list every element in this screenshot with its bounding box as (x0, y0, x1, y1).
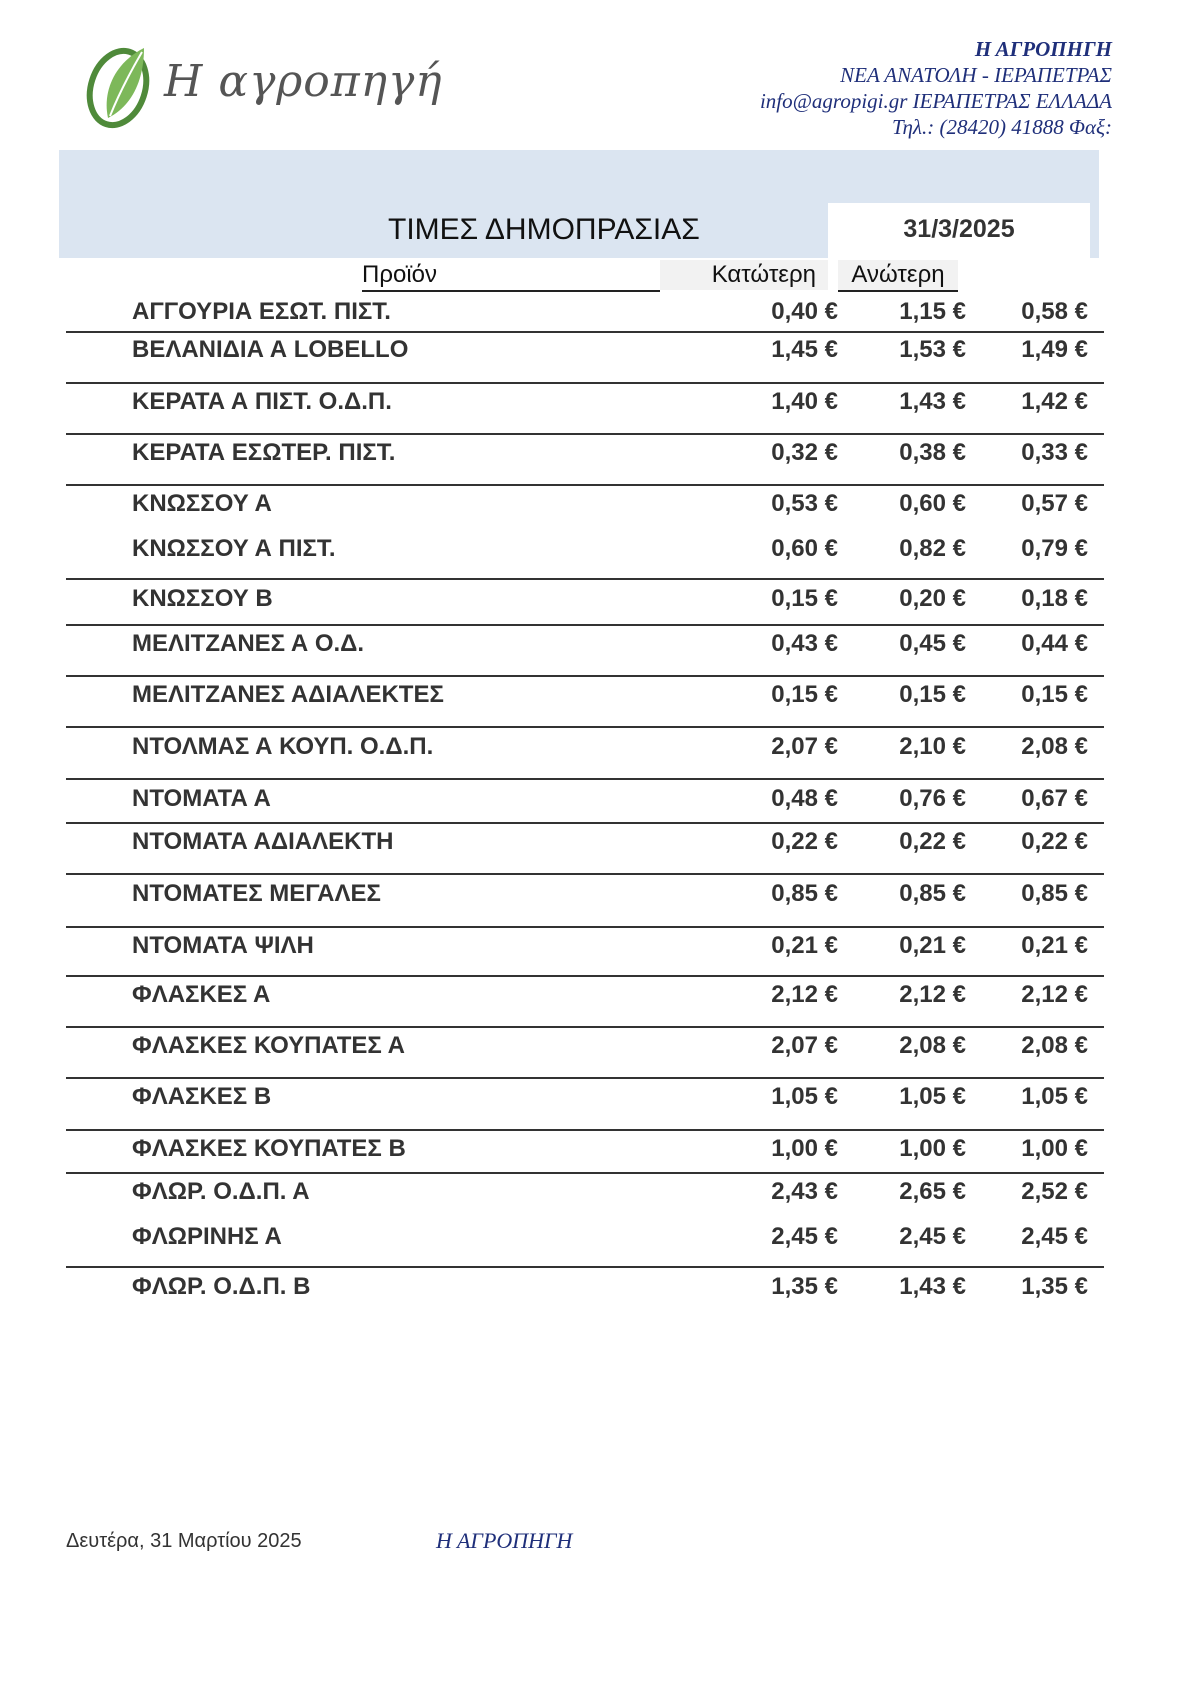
high-price: 0,45 € (899, 630, 966, 657)
company-phone: Τηλ.: (28420) 41888 Φαξ: (891, 115, 1112, 139)
product-name: ΚΕΡΑΤΑ ΕΣΩΤΕΡ. ΠΙΣΤ. (132, 439, 396, 466)
product-name: ΚΝΩΣΣΟΥ Α (132, 490, 272, 517)
table-row (0, 822, 1200, 862)
high-price: 0,38 € (899, 439, 966, 466)
high-price: 1,15 € (899, 298, 966, 325)
low-price: 2,12 € (771, 981, 838, 1008)
company-email: info@agropigi.gr ΙΕΡΑΠΕΤΡΑΣ ΕΛΛΑΔΑ (759, 89, 1112, 113)
avg-price: 1,42 € (1021, 388, 1088, 415)
product-name: ΝΤΟΜΑΤΑ ΑΔΙΑΛΕΚΤΗ (132, 828, 394, 855)
table-row (0, 484, 1200, 524)
low-price: 0,53 € (771, 490, 838, 517)
high-price: 0,20 € (899, 585, 966, 612)
table-row (0, 727, 1200, 767)
low-price: 0,48 € (771, 785, 838, 812)
high-price: 1,43 € (899, 1273, 966, 1300)
product-name: ΚΝΩΣΣΟΥ Α ΠΙΣΤ. (132, 535, 336, 562)
low-price: 1,35 € (771, 1273, 838, 1300)
table-row (0, 1026, 1200, 1066)
company-address: ΝΕΑ ΑΝΑΤΟΛΗ - ΙΕΡΑΠΕΤΡΑΣ (840, 63, 1112, 87)
avg-price: 0,15 € (1021, 681, 1088, 708)
high-price: 1,05 € (899, 1083, 966, 1110)
low-price: 0,32 € (771, 439, 838, 466)
product-name: ΦΛΩΡΙΝΗΣ Α (132, 1223, 282, 1250)
high-price: 0,22 € (899, 828, 966, 855)
high-price: 2,10 € (899, 733, 966, 760)
table-row (0, 433, 1200, 473)
high-price: 1,43 € (899, 388, 966, 415)
product-name: ΜΕΛΙΤΖΑΝΕΣ Α Ο.Δ. (132, 630, 365, 657)
table-row (0, 874, 1200, 914)
high-price: 1,00 € (899, 1135, 966, 1162)
column-header-product: Προϊόν (362, 260, 660, 292)
low-price: 0,43 € (771, 630, 838, 657)
table-row (0, 975, 1200, 1015)
table-row (0, 624, 1200, 664)
low-price: 1,45 € (771, 336, 838, 363)
avg-price: 0,58 € (1021, 298, 1088, 325)
high-price: 0,60 € (899, 490, 966, 517)
avg-price: 0,85 € (1021, 880, 1088, 907)
avg-price: 0,44 € (1021, 630, 1088, 657)
company-info (760, 36, 1112, 140)
low-price: 0,22 € (771, 828, 838, 855)
table-row (0, 382, 1200, 422)
table-row (0, 292, 1200, 332)
avg-price: 0,18 € (1021, 585, 1088, 612)
high-price: 2,45 € (899, 1223, 966, 1250)
product-name: ΦΛΩΡ. Ο.Δ.Π. Β (132, 1273, 311, 1300)
table-row (0, 1077, 1200, 1117)
avg-price: 0,21 € (1021, 932, 1088, 959)
table-row (0, 1129, 1200, 1169)
table-row (0, 579, 1200, 619)
high-price: 2,08 € (899, 1032, 966, 1059)
low-price: 0,15 € (771, 585, 838, 612)
footer-date: Δευτέρα, 31 Μαρτίου 2025 (66, 1530, 302, 1552)
product-name: ΚΝΩΣΣΟΥ Β (132, 585, 273, 612)
high-price: 0,21 € (899, 932, 966, 959)
product-name: ΒΕΛΑΝΙΔΙΑ Α LOBELLO (132, 336, 409, 363)
high-price: 2,12 € (899, 981, 966, 1008)
avg-price: 1,00 € (1021, 1135, 1088, 1162)
table-row (0, 779, 1200, 819)
column-header-low: Κατώτερη (660, 260, 828, 290)
low-price: 1,00 € (771, 1135, 838, 1162)
avg-price: 0,22 € (1021, 828, 1088, 855)
high-price: 1,53 € (899, 336, 966, 363)
product-name: ΚΕΡΑΤΑ Α ΠΙΣΤ. Ο.Δ.Π. (132, 388, 392, 415)
product-name: ΦΛΩΡ. Ο.Δ.Π. Α (132, 1178, 310, 1205)
table-row (0, 675, 1200, 715)
page-title: ΤΙΜΕΣ ΔΗΜΟΠΡΑΣΙΑΣ (388, 213, 700, 246)
table-row (0, 330, 1200, 370)
product-name: ΦΛΑΣΚΕΣ Α (132, 981, 271, 1008)
table-row (0, 529, 1200, 569)
product-name: ΝΤΟΜΑΤΕΣ ΜΕΓΑΛΕΣ (132, 880, 381, 907)
product-name: ΦΛΑΣΚΕΣ ΚΟΥΠΑΤΕΣ Α (132, 1032, 405, 1059)
product-name: ΝΤΟΛΜΑΣ Α ΚΟΥΠ. Ο.Δ.Π. (132, 733, 434, 760)
company-logo (82, 40, 443, 140)
low-price: 2,07 € (771, 733, 838, 760)
avg-price: 2,08 € (1021, 1032, 1088, 1059)
low-price: 2,43 € (771, 1178, 838, 1205)
product-name: ΝΤΟΜΑΤΑ Α (132, 785, 271, 812)
product-name: ΦΛΑΣΚΕΣ Β (132, 1083, 272, 1110)
report-date: 31/3/2025 (828, 203, 1090, 258)
avg-price: 2,52 € (1021, 1178, 1088, 1205)
company-name: Η ΑΓΡΟΠΗΓΗ (974, 37, 1112, 61)
high-price: 0,15 € (899, 681, 966, 708)
column-header-high: Ανώτερη (838, 260, 958, 292)
avg-price: 0,57 € (1021, 490, 1088, 517)
product-name: ΝΤΟΜΑΤΑ ΨΙΛΗ (132, 932, 314, 959)
avg-price: 0,33 € (1021, 439, 1088, 466)
low-price: 1,40 € (771, 388, 838, 415)
logo-text: Η αγροπηγή (164, 56, 443, 107)
avg-price: 0,67 € (1021, 785, 1088, 812)
low-price: 0,60 € (771, 535, 838, 562)
avg-price: 2,45 € (1021, 1223, 1088, 1250)
avg-price: 1,35 € (1021, 1273, 1088, 1300)
low-price: 0,21 € (771, 932, 838, 959)
footer-company: Η ΑΓΡΟΠΗΓΗ (436, 1528, 573, 1553)
avg-price: 1,05 € (1021, 1083, 1088, 1110)
avg-price: 0,79 € (1021, 535, 1088, 562)
low-price: 1,05 € (771, 1083, 838, 1110)
avg-price: 1,49 € (1021, 336, 1088, 363)
high-price: 0,85 € (899, 880, 966, 907)
low-price: 0,15 € (771, 681, 838, 708)
low-price: 0,40 € (771, 298, 838, 325)
product-name: ΜΕΛΙΤΖΑΝΕΣ ΑΔΙΑΛΕΚΤΕΣ (132, 681, 444, 708)
avg-price: 2,08 € (1021, 733, 1088, 760)
table-row (0, 926, 1200, 966)
high-price: 0,76 € (899, 785, 966, 812)
low-price: 2,45 € (771, 1223, 838, 1250)
table-row (0, 1267, 1200, 1307)
low-price: 0,85 € (771, 880, 838, 907)
avg-price: 2,12 € (1021, 981, 1088, 1008)
low-price: 2,07 € (771, 1032, 838, 1059)
table-row (0, 1172, 1200, 1212)
table-row (0, 1217, 1200, 1257)
high-price: 2,65 € (899, 1178, 966, 1205)
high-price: 0,82 € (899, 535, 966, 562)
leaf-icon (82, 40, 158, 132)
product-name: ΦΛΑΣΚΕΣ ΚΟΥΠΑΤΕΣ Β (132, 1135, 406, 1162)
product-name: ΑΓΓΟΥΡΙΑ ΕΣΩΤ. ΠΙΣΤ. (132, 298, 391, 325)
